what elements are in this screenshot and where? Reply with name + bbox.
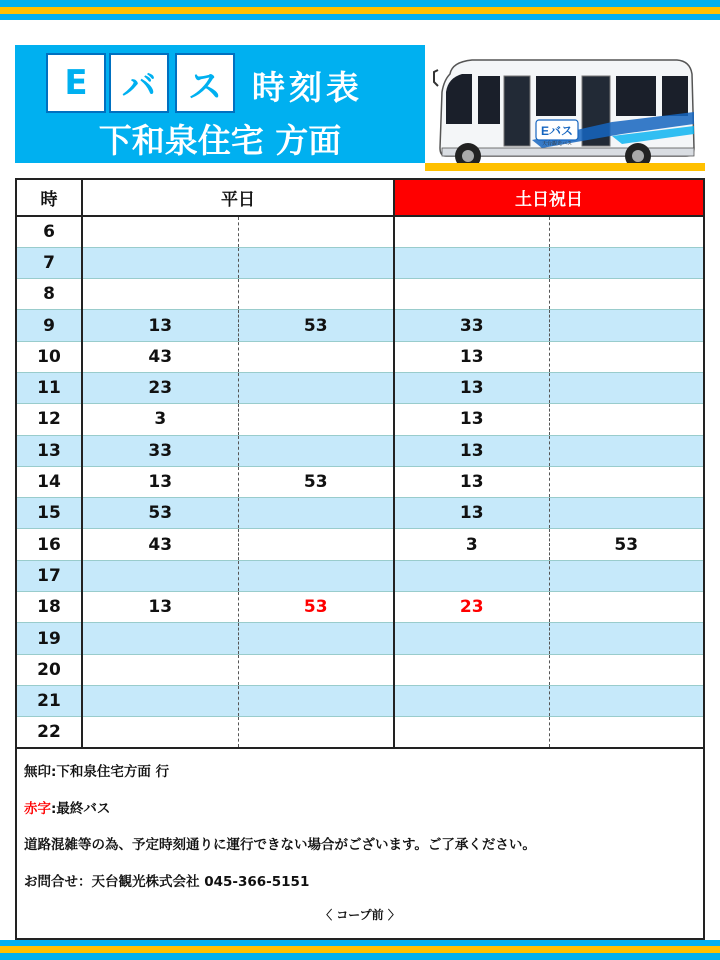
weekday-minute-cell: 13 [82,466,238,497]
holiday-minute-cell [549,654,703,685]
timetable-row [17,247,703,278]
top-stripe-blue-2 [0,14,720,20]
weekday-minute-cell [82,279,238,310]
brand-char-ba: バ [109,53,169,113]
weekday-minute-cell [238,435,394,466]
weekday-minute-cell: 53 [238,592,394,623]
holiday-minute-cell [549,466,703,497]
weekday-minute-cell [82,247,238,278]
timetable-row [17,592,703,623]
contact-info: お問合せ：天台観光株式会社 045-366-5151 [24,874,310,890]
hour-cell: 19 [17,623,82,654]
holiday-minute-cell [549,310,703,341]
weekday-minute-cell [238,529,394,560]
hour-cell: 14 [17,466,82,497]
weekday-minute-cell: 13 [82,592,238,623]
hour-cell: 12 [17,404,82,435]
brand-char-su: ス [175,53,235,113]
holiday-minute-cell [394,654,549,685]
legend-plain [24,760,169,780]
timetable-row [17,498,703,529]
holiday-minute-cell [394,279,549,310]
holiday-minute-cell [549,216,703,247]
holiday-minute-cell: 23 [394,592,549,623]
holiday-minute-cell [394,623,549,654]
holiday-minute-cell [549,717,703,748]
weekday-minute-cell [238,404,394,435]
weekday-minute-cell [82,623,238,654]
timetable-row [17,466,703,497]
hour-cell: 22 [17,717,82,748]
brand-char-e: E [46,53,106,113]
hour-cell: 10 [17,341,82,372]
weekday-minute-cell [238,717,394,748]
timetable-row [17,279,703,310]
legend-red-label: 赤字 [24,801,51,817]
holiday-minute-cell [549,560,703,591]
weekday-minute-cell [82,685,238,716]
holiday-minute-cell [394,717,549,748]
timetable-row [17,310,703,341]
holiday-minute-cell [549,404,703,435]
bus-mirror [434,70,438,86]
holiday-minute-cell: 13 [394,404,549,435]
holiday-minute-cell [394,216,549,247]
hour-cell: 13 [17,435,82,466]
holiday-minute-cell: 13 [394,341,549,372]
holiday-minute-cell [549,623,703,654]
hour-cell: 8 [17,279,82,310]
weekday-minute-cell: 43 [82,341,238,372]
weekday-minute-cell [238,685,394,716]
weekday-column-header: 平日 [82,180,394,216]
holiday-minute-cell: 33 [394,310,549,341]
bottom-stripe-blue-2 [0,953,720,960]
holiday-minute-cell [549,685,703,716]
holiday-minute-cell: 13 [394,372,549,403]
legend-plain-text: :下和泉住宅方面 行 [51,764,170,780]
holiday-minute-cell [549,247,703,278]
legend-plain-label: 無印 [24,764,51,780]
holiday-minute-cell: 13 [394,498,549,529]
hour-cell: 6 [17,216,82,247]
bus-logo [536,120,578,147]
hour-cell: 21 [17,685,82,716]
timetable-row [17,404,703,435]
timetable-row [17,560,703,591]
weekday-minute-cell [82,560,238,591]
top-stripe-yellow [0,7,720,14]
timetable-row [17,372,703,403]
weekday-minute-cell [82,216,238,247]
weekday-minute-cell: 43 [82,529,238,560]
weekday-minute-cell [238,498,394,529]
legend-red [24,797,110,817]
weekday-minute-cell: 33 [82,435,238,466]
holiday-minute-cell [549,498,703,529]
top-stripe-blue [0,0,720,7]
holiday-minute-cell [394,685,549,716]
weekday-minute-cell [238,623,394,654]
timetable-row [17,529,703,560]
hour-cell: 7 [17,247,82,278]
timetable-body [17,216,703,748]
timetable-row [17,435,703,466]
timetable-row [17,685,703,716]
timetable-row [17,341,703,372]
holiday-minute-cell: 3 [394,529,549,560]
holiday-minute-cell: 13 [394,466,549,497]
timetable-row [17,717,703,748]
hour-cell: 18 [17,592,82,623]
weekday-minute-cell [238,216,394,247]
weekday-minute-cell [82,717,238,748]
bus-operator-text: 天台観光バス [541,141,573,147]
holiday-minute-cell [549,372,703,403]
holiday-minute-cell [394,560,549,591]
page-title: 時刻表 [252,67,363,107]
holiday-minute-cell [549,341,703,372]
weekday-minute-cell [238,247,394,278]
weekday-minute-cell: 3 [82,404,238,435]
weekday-minute-cell [238,341,394,372]
disclaimer: 道路混雑等の為、予定時刻通りに運行できない場合がございます。ご了承ください。 [24,837,536,853]
holiday-minute-cell [549,592,703,623]
holiday-minute-cell [549,279,703,310]
hour-cell: 20 [17,654,82,685]
holiday-minute-cell: 53 [549,529,703,560]
hour-cell: 17 [17,560,82,591]
weekday-minute-cell [238,279,394,310]
bottom-stripe-yellow [0,946,720,953]
timetable [17,180,703,749]
weekday-minute-cell: 23 [82,372,238,403]
timetable-header-row [17,180,703,216]
weekday-minute-cell: 53 [238,466,394,497]
timetable-row [17,654,703,685]
weekday-minute-cell: 53 [238,310,394,341]
holiday-column-header: 土日祝日 [394,180,703,216]
bus-illustration [432,52,702,170]
weekday-minute-cell [238,372,394,403]
bus-stop-name: 〈 コープ前 〉 [320,908,400,922]
timetable-row [17,216,703,247]
hour-column-header: 時 [17,180,82,216]
holiday-minute-cell: 13 [394,435,549,466]
weekday-minute-cell: 53 [82,498,238,529]
hour-cell: 9 [17,310,82,341]
holiday-minute-cell [394,247,549,278]
holiday-minute-cell [549,435,703,466]
weekday-minute-cell [238,654,394,685]
hour-cell: 15 [17,498,82,529]
weekday-minute-cell [82,654,238,685]
header-underline [425,163,705,171]
bus-logo-text: Eバス [540,124,574,138]
destination-title: 下和泉住宅 方面 [98,120,342,160]
weekday-minute-cell: 13 [82,310,238,341]
hour-cell: 11 [17,372,82,403]
hour-cell: 16 [17,529,82,560]
weekday-minute-cell [238,560,394,591]
legend-red-text: :最終バス [51,801,111,817]
timetable-row [17,623,703,654]
